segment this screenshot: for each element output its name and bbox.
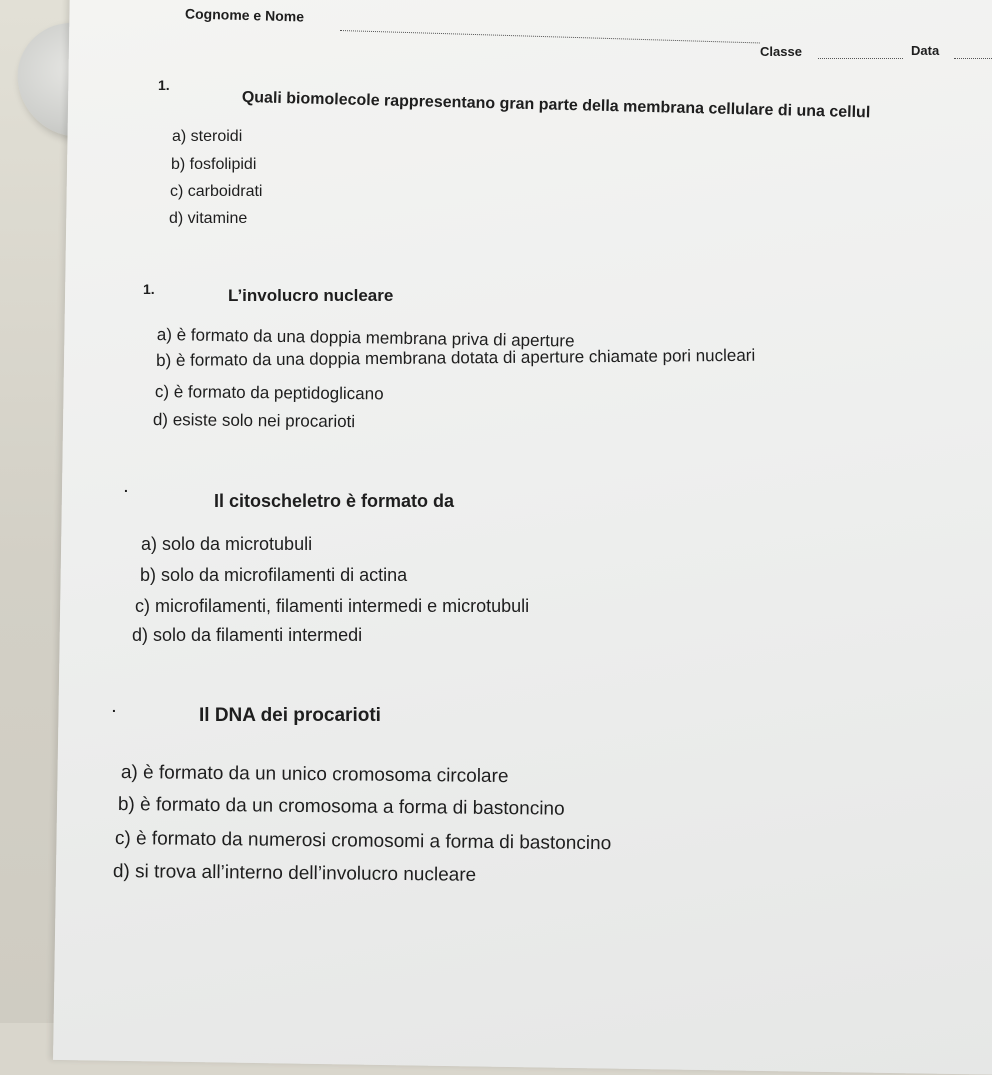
question-3-option-b: b) solo da microfilamenti di actina [140,565,408,585]
question-4-number: . [112,699,116,715]
question-4-option-a: a) è formato da un unico cromosoma circolare [120,762,509,788]
class-dotted-line [818,58,903,59]
question-1-number: 1. [158,77,170,93]
question-2-option-d: d) esiste solo nei procarioti [152,410,356,432]
question-3-option-c: c) microfilamenti, filamenti intermedi e microtubuli [135,596,530,616]
question-1-option-c: c) carboidrati [170,183,263,200]
question-2-option-b: b) è formato da una doppia membrana dotata di aperture chiamate pori nucleari [155,345,756,370]
class-label: Classe [760,44,802,59]
question-4-title: Il DNA dei procarioti [199,705,381,726]
question-4-option-d: d) si trova all’interno dell’involucro nucleare [112,861,477,886]
date-label: Data [911,43,940,58]
question-3-number: . [124,479,128,495]
date-dotted-line [954,58,992,59]
question-1-title: Quali biomolecole rappresentano gran parte della membrana cellulare di una cellul [241,89,871,122]
question-2-option-a: a) è formato da una doppia membrana priva di aperture [156,325,575,351]
question-1-option-b: b) fosfolipidi [171,156,257,173]
question-4-option-c: c) è formato da numerosi cromosomi a forma di bastoncino [114,828,612,855]
name-label: Cognome e Nome [184,5,305,25]
question-3-option-d: d) solo da filamenti intermedi [132,625,363,645]
question-1-option-d: d) vitamine [169,210,248,227]
question-2-number: 1. [143,281,155,297]
question-3-option-a: a) solo da microtubuli [141,534,313,554]
question-1-option-a: a) steroidi [172,128,243,145]
question-2-title: L’involucro nucleare [228,286,394,305]
question-2-option-c: c) è formato da peptidoglicano [154,382,384,404]
question-3-title: Il citoscheletro è formato da [214,491,455,511]
question-4-option-b: b) è formato da un cromosoma a forma di bastoncino [117,794,565,820]
